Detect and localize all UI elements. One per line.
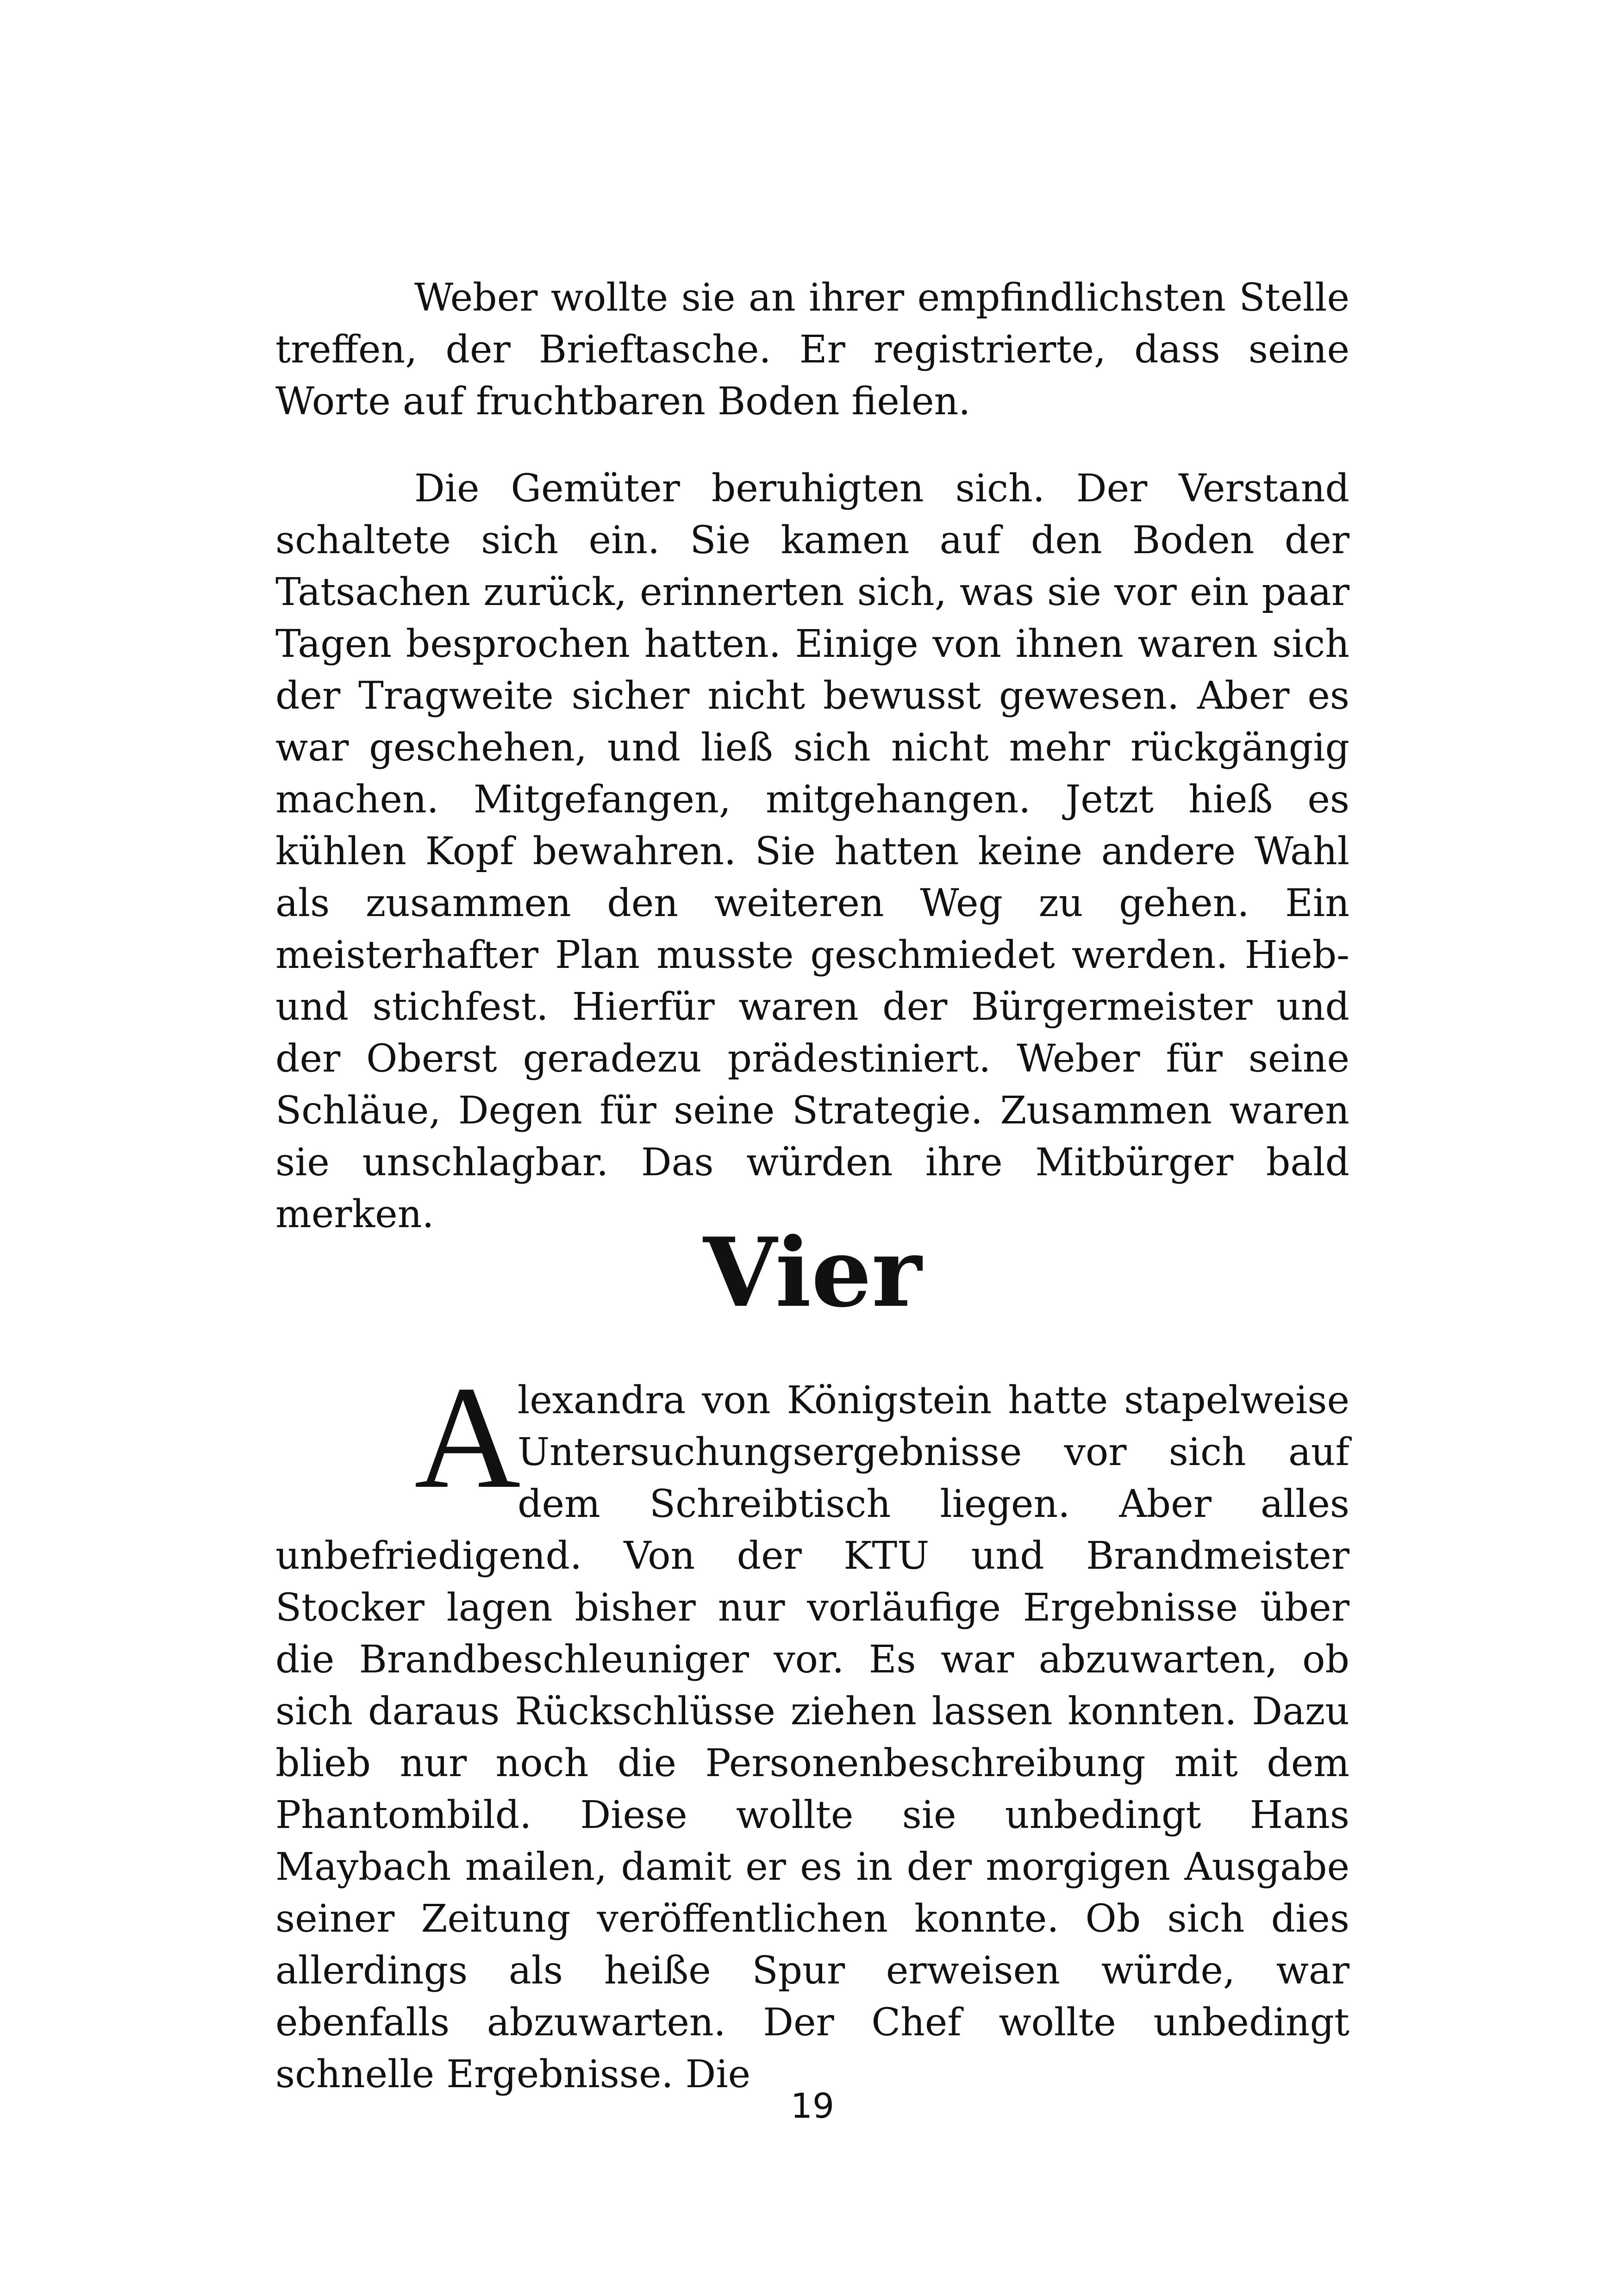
page-number: 19 bbox=[790, 2086, 835, 2126]
chapter-first-paragraph: lexandra von Königstein hatte stapelweise Untersuchungsergebnisse vor sich auf dem Schreibtisch liegen. Aber alles unbefriedigend. Von der KTU und Brandmeister Stocker lagen bisher nur vorläufige Ergebnisse über die Brandbeschleuniger vor. Es war abzuwarten, ob sich daraus Rückschlüsse ziehen lassen konnten. Dazu blieb nur noch die Personenbeschreibung mit dem Phantombild. Diese wollte sie unbedingt Hans Maybach mailen, damit er es in der morgigen Ausgabe seiner Zeitung veröffentlichen konnte. Ob sich dies allerdings als heiße Spur erweisen würde, war ebenfalls abzuwarten. Der Chef wollte unbedingt schnelle Ergebnisse. Die bbox=[275, 1378, 1349, 2096]
paragraph-2-block bbox=[275, 463, 1349, 1241]
chapter-first-paragraph-block bbox=[275, 1356, 1349, 2101]
chapter-title: Vier bbox=[703, 1217, 922, 1328]
paragraph-2: Die Gemüter beruhigten sich. Der Verstand schaltete sich ein. Sie kamen auf den Boden der Tatsachen zurück, erinnerten sich, was sie vor ein paar Tagen besprochen hatten. Einige von ihnen waren sich der Tragweite sicher nicht bewusst gewesen. Aber es war geschehen, und ließ sich nicht mehr rückgängig machen. Mitgefangen, mitgehangen. Jetzt hieß es kühlen Kopf bewahren. Sie hatten keine andere Wahl als zusammen den weiteren Weg zu gehen. Ein meisterhafter Plan musste geschmiedet werden. Hieb- und stichfest. Hierfür waren der Bürgermeister und der Oberst geradezu prädestiniert. Weber für seine Schläue, Degen für seine Strategie. Zusammen waren sie unschlagbar. Das würden ihre Mitbürger bald merken. bbox=[275, 467, 1349, 1236]
paragraph-1-block bbox=[275, 272, 1349, 428]
paragraph-1: Weber wollte sie an ihrer empfindlichsten Stelle treffen, der Brieftasche. Er registrierte, dass seine Worte auf fruchtbaren Boden fielen. bbox=[275, 276, 1349, 424]
drop-cap: A bbox=[414, 1356, 521, 1519]
